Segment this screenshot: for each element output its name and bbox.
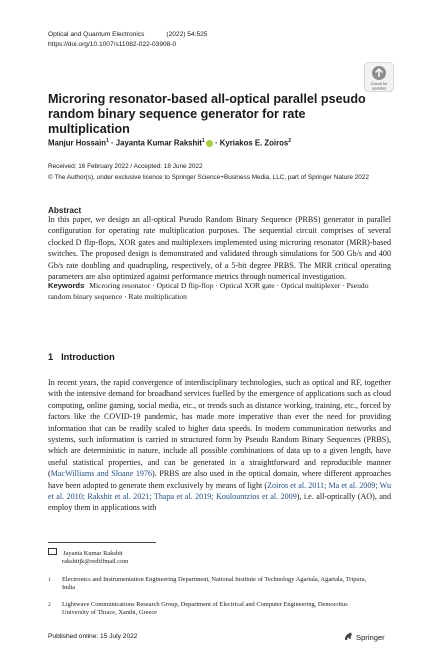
keywords <box>48 280 391 303</box>
article-title: Microring resonator-based all-optical parallel pseudo random binary sequence generator for rate multiplication <box>48 92 366 136</box>
affiliation-1 <box>48 576 378 593</box>
received-accepted-dates: Received: 16 February 2022 / Accepted: 18 June 2022 <box>48 163 203 170</box>
check-for-updates-badge[interactable] <box>364 62 394 92</box>
affiliation-1-text: Electronics and Instrumentation Engineering Department, National Institute of Technology Agartala, Agartala, Tripura, India <box>62 576 367 592</box>
journal-volume: (2022) 54:525 <box>166 31 208 38</box>
section-heading <box>48 352 123 362</box>
citation-link[interactable]: MacWilliams and Sloane 1976 <box>50 469 153 479</box>
badge-line2: updates <box>371 85 387 91</box>
intro-text-1: In recent years, the rapid convergence of interdisciplinary technologies, such as optical and RF, together with the intensive demand for broadband services fuelled by the emergence of applications such as cloud computing, online gaming, social media, etc., or trends such as distance working, training, etc., forced by factors like the COVID-19 pandemic, has made more imperative than ever the need for providing information that can be readily scaled to higher data speeds. In modern communication networks and systems, such information is carried in structured form by Pseudo Random Binary Sequences (PRBS), which are deterministic in nature, include all possible combinations of data up to a given length, have useful statistical properties, and can be generated in a straightforward and reproducible manner ( <box>48 378 391 479</box>
author-1-affiliation: 1 <box>106 138 109 144</box>
section-number: 1 <box>48 352 54 362</box>
author-1[interactable]: Manjur Hossain <box>48 138 107 148</box>
publisher-logo <box>343 631 385 642</box>
abstract-text: In this paper, we design an all-optical Pseudo Random Binary Sequence (PRBS) generator in parallel configuration for operating rate multiplication purposes. The sequential circuit comprises of several clocked D flip-flops, XOR gates and multiplexers implemented using microring resonator (MRR)-based switches. The proposed design is demonstrated and validated through simulations for 500 Gb/s and 400 Gb/s rate doubling and quadrupling, respectively, of a 5-bit degree PRBS. The MRR critical operating parameters are also optimized against performance metrics through numerical investigation. <box>48 215 391 282</box>
springer-horse-icon <box>343 631 354 642</box>
introduction-paragraph <box>48 377 391 514</box>
email-link[interactable]: rakshitjk@rediffmail.com <box>62 558 129 566</box>
author-separator: · <box>214 138 218 148</box>
corresponding-author-name: Jayanta Kumar Rakshit <box>63 550 123 557</box>
affiliation-1-number: 1 <box>48 577 51 583</box>
affiliation-2-number: 2 <box>48 602 51 608</box>
check-for-updates-icon <box>364 62 394 92</box>
journal-header <box>48 31 229 38</box>
journal-name: Optical and Quantum Electronics <box>48 31 145 38</box>
doi-link[interactable]: https://doi.org/10.1007/s11082-022-03908-0 <box>48 41 177 48</box>
badge-line1: Check for <box>370 81 388 86</box>
intro-text-2: ). PRBS are also used in the optical domain, where different approaches have been adopted to generate them exclusively by means of light ( <box>48 469 391 490</box>
copyright-notice: © The Author(s), under exclusive licence to Springer Science+Business Media, LLC, part of Springer Nature 2022 <box>48 174 369 181</box>
orcid-icon[interactable] <box>206 140 213 147</box>
section-title: Introduction <box>61 352 115 362</box>
abstract-heading: Abstract <box>48 206 82 215</box>
footnote-divider <box>48 542 156 543</box>
publisher-name: Springer <box>356 633 385 642</box>
citation-link[interactable]: Zoiros et al. 2011; Ma et al. 2009; Wu et al. 2010; Rakshit et al. 2021; Thapa et al. 2019; Koulountzios et al. 2009 <box>48 480 391 502</box>
corresponding-author-note <box>48 548 128 567</box>
author-2[interactable]: Jayanta Kumar Rakshit <box>115 138 203 148</box>
author-list <box>48 138 291 148</box>
affiliation-2-text: Lightwave Communications Research Group, Department of Electrical and Computer Engineering, Democritus University of Thrace, Xanthi, Greece <box>62 601 348 617</box>
intro-text-3: ), i.e. all-optically (AO), and employ them in applications with <box>48 492 391 513</box>
keywords-text: Microring resonator · Optical D flip-flop · Optical XOR gate · Optical multiplexer · Pseudo random binary sequence · Rate multiplication <box>48 281 369 302</box>
affiliation-2 <box>48 601 378 618</box>
author-3-affiliation: 2 <box>288 138 292 144</box>
published-online-date: Published online: 15 July 2022 <box>48 633 138 640</box>
author-3[interactable]: Kyriakos E. Zoiros <box>219 138 289 148</box>
envelope-icon <box>48 548 57 555</box>
author-separator: · <box>111 138 114 148</box>
author-2-affiliation: 1 <box>202 138 205 144</box>
keywords-label: Keywords <box>48 281 85 290</box>
